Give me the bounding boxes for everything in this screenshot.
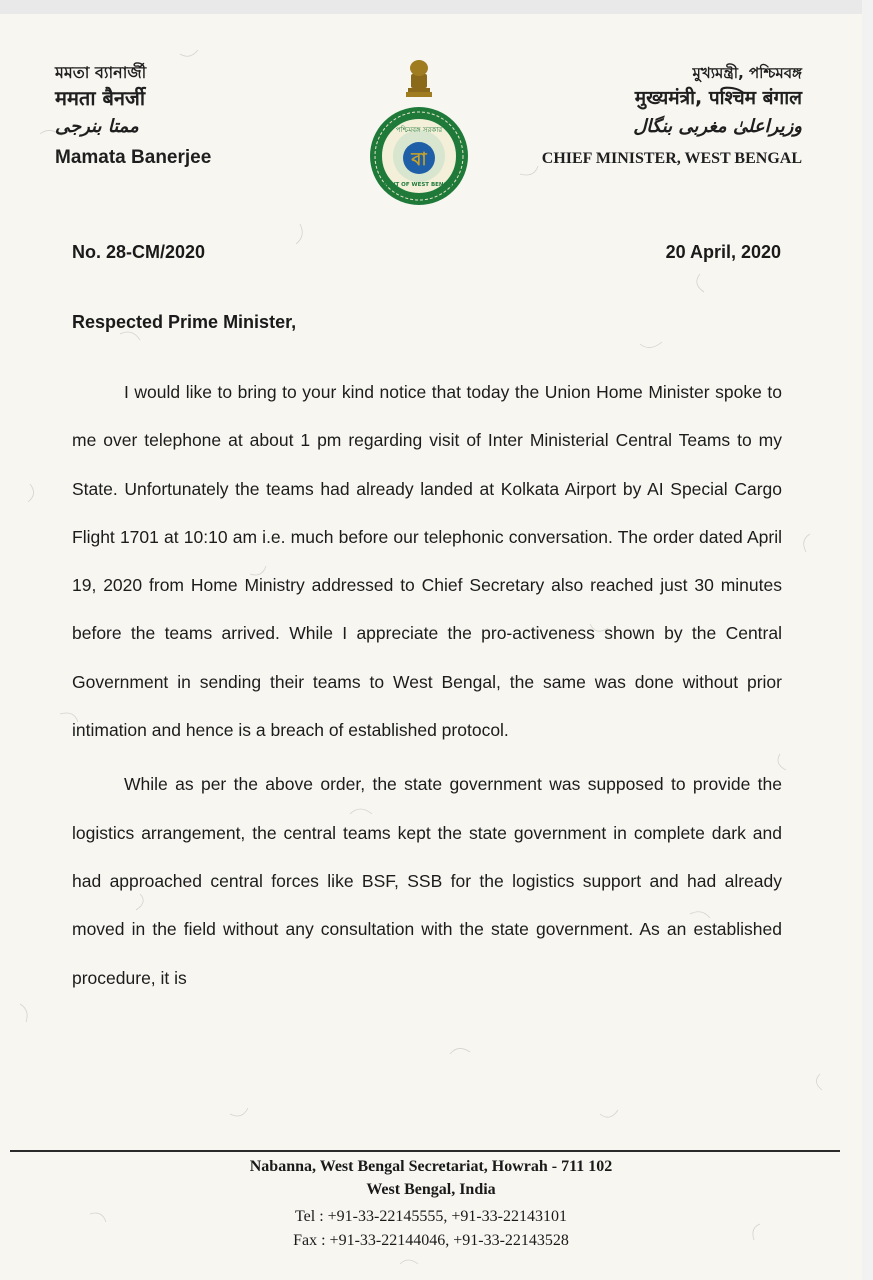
office-title-hindi: मुख्यमंत्री, पश्चिम बंगाल — [634, 87, 802, 109]
footer-fax: Fax : +91-33-22144046, +91-33-22143528 — [293, 1232, 569, 1249]
office-title-block — [542, 62, 802, 172]
west-bengal-emblem-icon — [368, 52, 470, 212]
ashoka-lion-capital-icon — [406, 60, 432, 97]
sender-name-bengali: মমতা ব্যানার্জী — [55, 63, 147, 82]
emblem-top-text: পশ্চিমবঙ্গ সরকার — [395, 126, 443, 134]
letter-date: 20 April, 2020 — [665, 242, 781, 262]
emblem-letter: বা — [411, 149, 427, 170]
letterhead-footer — [0, 1155, 862, 1253]
footer-address-line-1: Nabanna, West Bengal Secretariat, Howrah - 711 102 — [249, 1158, 613, 1175]
office-title-bengali: মুখ্যমন্ত্রী, পশ্চিমবঙ্গ — [692, 64, 802, 82]
office-title-urdu: وزیراعلیٰ مغربی بنگال — [633, 116, 802, 137]
salutation: Respected Prime Minister, — [72, 312, 297, 332]
emblem-bottom-text: GOVT OF WEST BENGAL — [382, 182, 456, 188]
sender-name-english: Mamata Banerjee — [55, 147, 212, 168]
letter-body — [72, 368, 782, 1002]
page-margin — [862, 0, 873, 1280]
reference-number: No. 28-CM/2020 — [72, 242, 206, 262]
footer-address-line-2: West Bengal, India — [366, 1181, 496, 1198]
sender-name-block — [55, 62, 211, 172]
body-paragraph-2: While as per the above order, the state government was supposed to provide the logistics arrangement, the central teams kept the state government in complete dark and had approached central forces like BSF, SSB for the logistics support and had already moved in the field without any consultation with the state government. As an established procedure, it is — [72, 774, 782, 988]
footer-telephone: Tel : +91-33-22145555, +91-33-22143101 — [294, 1208, 567, 1225]
body-paragraph-1: I would like to bring to your kind notice that today the Union Home Minister spoke to me over telephone at about 1 pm regarding visit of Inter Ministerial Central Teams to my State. Unfortunately the teams had already landed at Kolkata Airport by AI Special Cargo Flight 1701 at 10:10 am i.e. much before our telephonic conversation. The order dated April 19, 2020 from Home Ministry addressed to Chief Secretary also reached just 30 minutes before the teams arrived. While I appreciate the pro-activeness shown by the Central Government in sending their teams to West Bengal, the same was done without prior intimation and hence is a breach of established protocol. — [72, 382, 782, 741]
footer-divider — [10, 1150, 840, 1152]
office-title-english: CHIEF MINISTER, WEST BENGAL — [541, 150, 802, 167]
sender-name-urdu: ممتا بنرجی — [55, 116, 139, 137]
sender-name-hindi: ममता बैनर्जी — [55, 86, 146, 110]
letter-sheet — [0, 14, 862, 1280]
